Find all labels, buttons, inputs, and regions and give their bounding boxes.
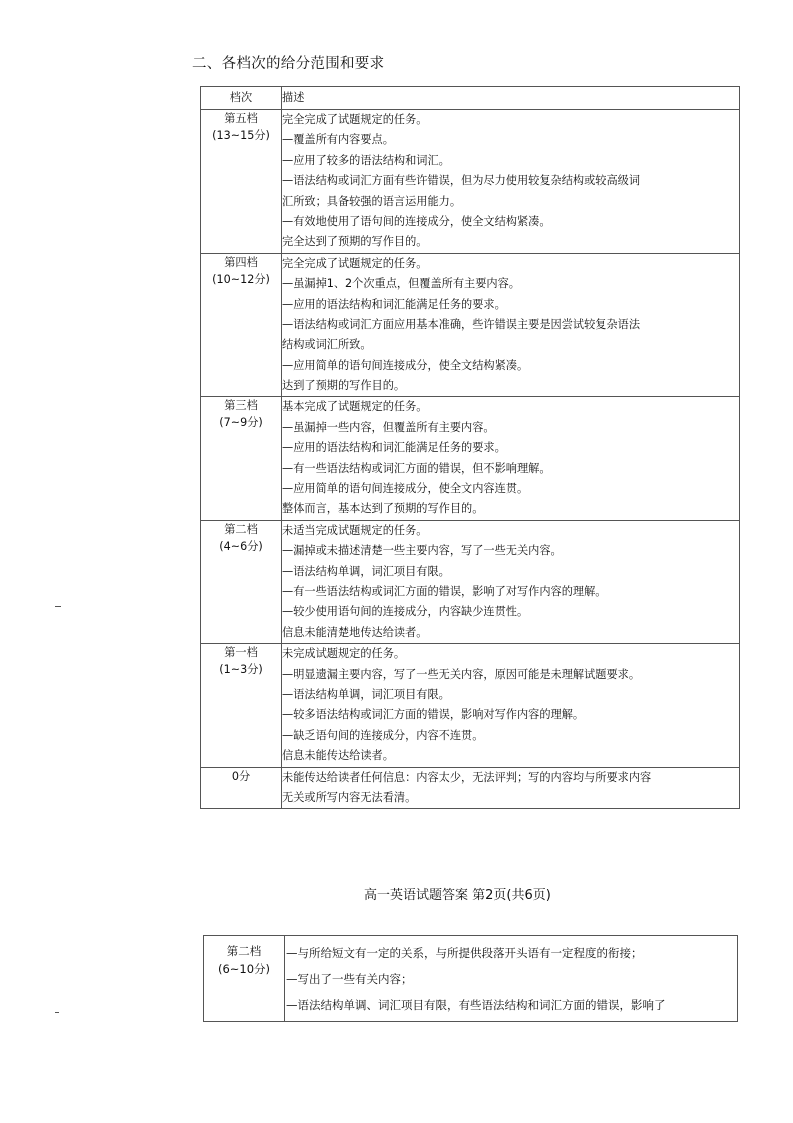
table-row <box>201 110 740 254</box>
description-line: —虽漏掉1、2个次重点，但覆盖所有主要内容。 <box>282 277 520 291</box>
level-cell <box>201 520 282 643</box>
description-line: 无关或所写内容无法看清。 <box>282 790 417 804</box>
description-cell <box>282 767 740 809</box>
description-line: 未完成试题规定的任务。 <box>282 647 406 661</box>
table-row <box>201 397 740 520</box>
level-name: 第一档 <box>224 646 258 660</box>
level-score-range: (6~10分) <box>217 962 271 976</box>
description-line: —语法结构单调，词汇项目有限。 <box>282 564 450 578</box>
description-line: 未适当完成试题规定的任务。 <box>282 523 428 537</box>
page-footer: 高一英语试题答案 第2页(共6页) <box>364 888 551 903</box>
level-name: 第五档 <box>224 112 258 125</box>
table-row <box>201 767 740 809</box>
level-cell <box>204 936 285 1022</box>
description-line: —有效地使用了语句间的连接成分，使全文结构紧凑。 <box>282 214 551 228</box>
level-name: 第四档 <box>224 255 258 269</box>
grading-table-continued <box>203 935 738 1022</box>
description-line: 基本完成了试题规定的任务。 <box>282 400 428 414</box>
margin-mark <box>55 606 61 607</box>
description-line: —缺乏语句间的连接成分，内容不连贯。 <box>282 728 484 742</box>
level-name: 第三档 <box>224 399 258 413</box>
description-line: —写出了一些有关内容； <box>286 972 413 986</box>
description-cell <box>282 253 740 397</box>
level-name: 0分 <box>231 769 251 783</box>
table-row <box>201 520 740 643</box>
description-line: —应用简单的语句间连接成分，使全文结构紧凑。 <box>282 358 529 372</box>
description-line: —有一些语法结构或词汇方面的错误，影响了对写作内容的理解。 <box>282 584 607 598</box>
description-line: —覆盖所有内容要点。 <box>282 133 394 147</box>
level-score-range: (4~6分) <box>219 539 263 553</box>
description-line: —语法结构单调，词汇项目有限。 <box>282 687 450 701</box>
level-name: 第二档 <box>224 522 258 536</box>
level-score-range: (13~15分) <box>212 129 270 142</box>
level-name: 第二档 <box>226 944 262 958</box>
description-line: —应用的语法结构和词汇能满足任务的要求。 <box>282 441 506 455</box>
section-heading: 二、各档次的给分范围和要求 <box>192 56 385 72</box>
description-line: —漏掉或未描述清楚一些主要内容，写了一些无关内容。 <box>282 544 562 558</box>
description-line: 完全达到了预期的写作目的。 <box>282 235 428 249</box>
description-line: 信息未能清楚地传达给读者。 <box>282 625 428 639</box>
description-line: 达到了预期的写作目的。 <box>282 379 406 393</box>
description-line: 结构或词汇所致。 <box>282 338 372 352</box>
header-level: 档次 <box>201 87 282 110</box>
description-line: —与所给短文有一定的关系，与所提供段落开头语有一定程度的衔接； <box>286 946 643 960</box>
description-line: 完全完成了试题规定的任务。 <box>282 113 428 126</box>
table-row <box>201 253 740 397</box>
level-score-range: (10~12分) <box>212 272 270 286</box>
level-cell <box>201 644 282 767</box>
description-line: —有一些语法结构或词汇方面的错误，但不影响理解。 <box>282 461 551 475</box>
margin-mark <box>55 1012 59 1013</box>
description-cell <box>282 520 740 643</box>
table-row <box>204 936 738 1022</box>
description-line: 信息未能传达给读者。 <box>282 749 394 763</box>
description-line: —较少使用语句间的连接成分，内容缺少连贯性。 <box>282 605 529 619</box>
level-cell <box>201 767 282 809</box>
description-line: —明显遗漏主要内容，写了一些无关内容，原因可能是未理解试题要求。 <box>282 667 641 681</box>
level-score-range: (7~9分) <box>219 416 263 430</box>
description-line: —虽漏掉一些内容，但覆盖所有主要内容。 <box>282 420 495 434</box>
description-line: 未能传达给读者任何信息：内容太少，无法评判；写的内容均与所要求内容 <box>282 770 652 784</box>
description-line: —语法结构单调、词汇项目有限，有些语法结构和词汇方面的错误，影响了 <box>286 998 666 1012</box>
description-line: 整体而言，基本达到了预期的写作目的。 <box>282 502 484 516</box>
grading-table <box>200 86 740 809</box>
header-description: 描述 <box>282 87 740 110</box>
description-cell <box>282 397 740 520</box>
level-cell <box>201 253 282 397</box>
description-cell <box>282 644 740 767</box>
description-line: 完全完成了试题规定的任务。 <box>282 256 428 270</box>
description-cell <box>282 110 740 254</box>
level-score-range: (1~3分) <box>219 663 263 677</box>
description-line: 汇所致；具备较强的语言运用能力。 <box>282 194 462 208</box>
description-line: —应用了较多的语法结构和词汇。 <box>282 153 450 167</box>
table-header-row <box>201 87 740 110</box>
level-cell <box>201 110 282 254</box>
description-line: —语法结构或词汇方面应用基本准确，些许错误主要是因尝试较复杂语法 <box>282 317 641 331</box>
table-row <box>201 644 740 767</box>
description-cell <box>285 936 738 1022</box>
description-line: —语法结构或词汇方面有些许错误，但为尽力使用较复杂结构或较高级词 <box>282 174 641 188</box>
description-line: —应用简单的语句间连接成分，使全文内容连贯。 <box>282 482 529 496</box>
description-line: —较多语法结构或词汇方面的错误，影响对写作内容的理解。 <box>282 708 585 722</box>
level-cell <box>201 397 282 520</box>
description-line: —应用的语法结构和词汇能满足任务的要求。 <box>282 297 506 311</box>
